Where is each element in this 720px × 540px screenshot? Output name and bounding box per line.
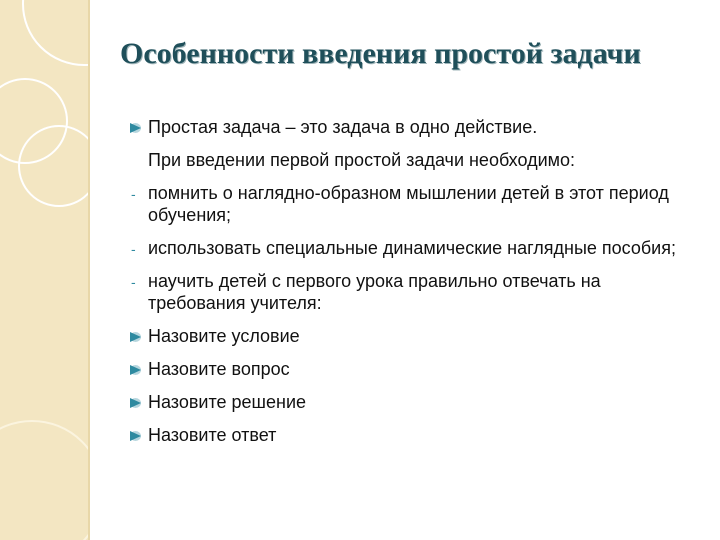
arrow-bullet-icon xyxy=(130,332,141,342)
list-item-text: Назовите решение xyxy=(148,392,307,412)
list-item-text: использовать специальные динамические наглядные пособия; xyxy=(148,238,676,258)
list-item xyxy=(100,237,700,259)
list-item xyxy=(100,391,700,413)
arrow-bullet-icon xyxy=(130,431,141,441)
decorative-sidebar xyxy=(0,0,88,540)
dash-marker: - xyxy=(131,274,136,290)
sidebar-divider xyxy=(88,0,90,540)
list-item-text: научить детей с первого урока правильно отвечать на требования учителя: xyxy=(148,271,601,313)
arrow-bullet-icon xyxy=(130,365,141,375)
arrow-bullet-icon xyxy=(130,398,141,408)
dash-marker: - xyxy=(131,241,136,257)
list-item-text: Назовите вопрос xyxy=(148,359,290,379)
list-item-text: помнить о наглядно-образном мышлении детей в этот период обучения; xyxy=(148,183,669,225)
slide-title: Особенности введения простой задачи xyxy=(120,37,641,70)
list-item xyxy=(100,116,700,138)
slide-content xyxy=(100,116,700,457)
decorative-circle xyxy=(18,125,88,207)
decorative-circle xyxy=(22,0,88,66)
decorative-circle xyxy=(0,420,88,540)
list-item xyxy=(100,325,700,347)
list-item xyxy=(100,182,700,226)
list-item xyxy=(100,358,700,380)
list-item xyxy=(100,424,700,446)
list-item-text: При введении первой простой задачи необходимо: xyxy=(148,150,576,170)
dash-marker: - xyxy=(131,186,136,202)
list-item-text: Простая задача – это задача в одно действие. xyxy=(148,117,538,137)
list-item xyxy=(100,270,700,314)
list-item xyxy=(100,149,700,171)
list-item-text: Назовите ответ xyxy=(148,425,277,445)
list-item-text: Назовите условие xyxy=(148,326,300,346)
arrow-bullet-icon xyxy=(130,123,141,133)
